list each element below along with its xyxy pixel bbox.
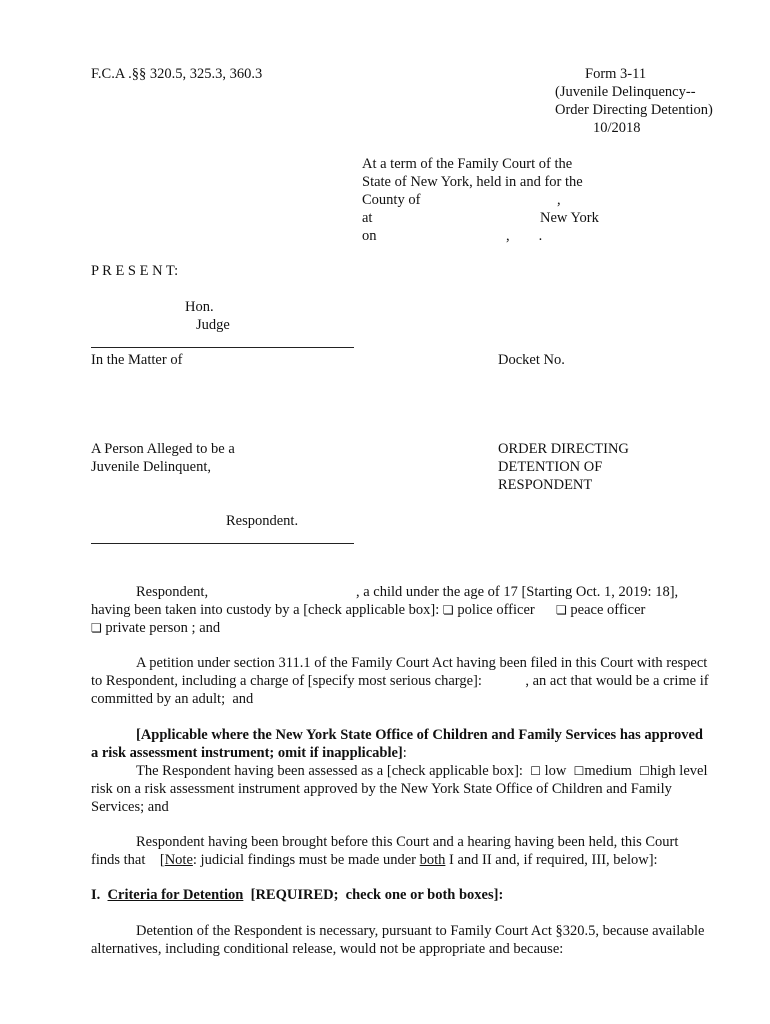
form-date: 10/2018 — [593, 120, 641, 136]
order-title-line-2: DETENTION OF — [498, 459, 603, 475]
risk-low-label: low — [544, 763, 567, 779]
peace-officer-label: peace officer — [570, 602, 646, 618]
p1-custody-text: having been taken into custody by a [check applicable box]: — [91, 602, 440, 618]
checkbox-police-officer[interactable]: ❏ — [442, 603, 454, 617]
date-punctuation: , . — [506, 228, 543, 244]
both-label: both — [419, 852, 446, 868]
docket-label: Docket No. — [498, 352, 565, 368]
county-label: County of — [362, 192, 421, 208]
judge-label: Judge — [196, 317, 230, 333]
checkbox-peace-officer[interactable]: ❏ — [556, 603, 567, 617]
form-title-line-1: (Juvenile Delinquency-- — [555, 84, 696, 100]
paragraph-detention — [91, 922, 711, 958]
risk-intro: The Respondent having been assessed as a [check applicable box]: — [136, 763, 523, 779]
checkbox-risk-low[interactable]: ☐ — [530, 764, 541, 778]
respondent-label: Respondent. — [226, 513, 299, 529]
p1-child-age: , a child under the age of 17 [Starting Oct. 1, 2019: 18], — [356, 584, 679, 600]
paragraph-petition — [91, 654, 711, 708]
checkbox-risk-high[interactable]: ☐ — [639, 764, 650, 778]
risk-high-label: high — [649, 763, 676, 779]
p1-private-line — [91, 619, 220, 637]
person-alleged-line-1: A Person Alleged to be a — [91, 441, 235, 457]
section-1-title: Criteria for Detention — [107, 887, 244, 903]
on-label: on — [362, 228, 377, 244]
p1-custody — [91, 601, 645, 619]
paragraph-hearing — [91, 833, 711, 869]
order-title-line-3: RESPONDENT — [498, 477, 593, 493]
county-comma: , — [557, 192, 561, 208]
person-alleged-line-2: Juvenile Delinquent, — [91, 459, 212, 475]
note-text: : judicial findings must be made under — [192, 852, 420, 868]
court-term-line-2: State of New York, held in and for the — [362, 174, 583, 190]
section-1-number: I. — [91, 887, 101, 903]
state-label: New York — [540, 210, 599, 226]
statute-citation: F.C.A .§§ 320.5, 325.3, 360.3 — [91, 66, 263, 82]
applicable-note: [Applicable where the New York State Office of Children and Family Services has approved a risk assessment instrument; omit if inapplicable] — [91, 727, 703, 761]
private-person-label: private person ; and — [105, 620, 221, 636]
checkbox-private-person[interactable]: ❏ — [91, 621, 102, 635]
hon-label: Hon. — [185, 299, 214, 315]
at-label: at — [362, 210, 373, 226]
risk-continuation: level risk on a risk assessment instrument approved by the New York State Office of Children and Family Services; and — [91, 763, 708, 815]
form-title-line-2: Order Directing Detention) — [555, 102, 713, 118]
order-title-line-1: ORDER DIRECTING — [498, 441, 629, 457]
police-officer-label: police officer — [457, 602, 535, 618]
petition-text: A petition under section 311.1 of the Family Court Act having been filed in this Court with respect to Respondent, including a charge of [specify most serious charge]: , an act that would be a crime if committed by an adult; and — [91, 655, 713, 707]
checkbox-risk-medium[interactable]: ☐ — [573, 764, 585, 778]
present-label: P R E S E N T: — [91, 263, 179, 279]
caption-bottom-rule — [91, 543, 354, 544]
hearing-text: Respondent having been brought before this Court and a hearing having been held, this Court finds that [ — [91, 834, 683, 868]
form-number: Form 3-11 — [585, 66, 647, 82]
applicable-colon: : — [402, 745, 407, 761]
in-the-matter-of: In the Matter of — [91, 352, 183, 368]
section-1-heading — [91, 886, 503, 904]
p1-respondent: Respondent, — [136, 584, 209, 600]
risk-medium-label: medium — [584, 763, 632, 779]
caption-top-rule — [91, 347, 354, 348]
note-text-end: I and II and, if required, III, below]: — [445, 852, 658, 868]
section-1-required: [REQUIRED; check one or both boxes]: — [243, 887, 504, 903]
detention-text: Detention of the Respondent is necessary, pursuant to Family Court Act §320.5, because available alternatives, including conditional release, would not be appropriate and because: — [91, 923, 705, 957]
note-label: Note — [164, 852, 193, 868]
court-term-line-1: At a term of the Family Court of the — [362, 156, 573, 172]
paragraph-applicable — [91, 726, 711, 762]
paragraph-risk — [91, 762, 711, 816]
